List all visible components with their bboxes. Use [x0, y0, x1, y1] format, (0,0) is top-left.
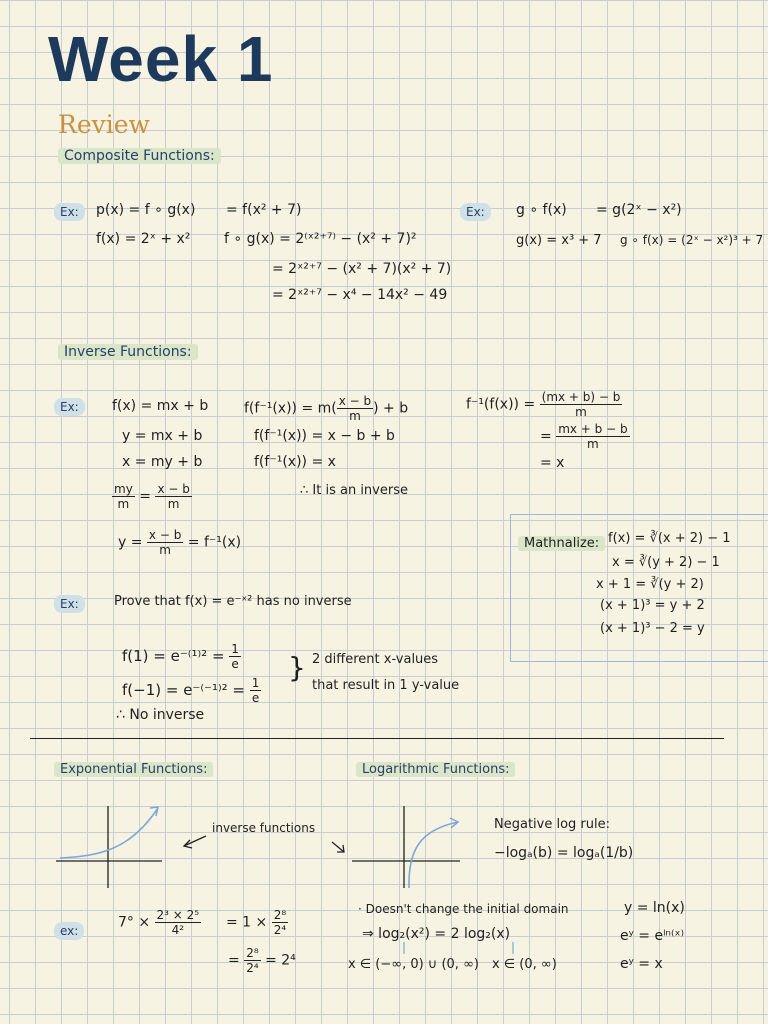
- inverse-c2-b: f(f⁻¹(x)) = x − b + b: [254, 428, 395, 444]
- negative-log-rule-eq: −logₐ(b) = logₐ(1/b): [494, 845, 634, 861]
- fraction-den: 2⁴: [273, 923, 287, 937]
- fraction-num: 1: [251, 676, 260, 690]
- fraction-num: x − b: [338, 394, 372, 408]
- e1-head: 7° ×: [118, 914, 151, 931]
- fraction-num: 2⁸: [246, 946, 259, 960]
- negative-log-rule: Negative log rule:: [494, 817, 610, 832]
- composite-right-1a: g ∘ f(x): [516, 202, 567, 218]
- fraction-den: 2⁴: [246, 961, 259, 975]
- ln-line-1: y = ln(x): [624, 900, 685, 916]
- inverse-c1-0: f(x) = mx + b: [112, 398, 209, 414]
- c3a-head: f⁻¹(f(x)) =: [466, 396, 536, 413]
- fraction-den: m: [575, 405, 587, 419]
- inverse-divide-step: $\frac{my}{m}$ = $\frac{x - b}{m}$: [114, 482, 190, 511]
- c2a-head: f(f⁻¹(x)) = m(: [244, 400, 337, 417]
- fraction-num: (mx + b) − b: [541, 390, 621, 404]
- inverse-conclusion: ∴ It is an inverse: [300, 483, 408, 498]
- inverse-heading-text: Inverse Functions:: [58, 344, 198, 360]
- brace-note-a: 2 different x-values: [312, 652, 439, 667]
- p1-head: f(1) = e⁻⁽¹⁾² =: [122, 647, 225, 665]
- mathnalize-step-1: f(x) = ∛(x + 2) − 1: [608, 531, 731, 546]
- composite-heading-text: Composite Functions:: [58, 148, 221, 164]
- no-inverse-conclusion: ∴ No inverse: [116, 707, 205, 723]
- log-power-rule: ⇒ log₂(x²) = 2 log₂(x): [362, 926, 511, 942]
- fraction-den: m: [587, 437, 599, 451]
- exp-curve: [60, 808, 158, 858]
- mathnalize-step-3: x + 1 = ∛(y + 2): [596, 577, 704, 592]
- fraction-den: e: [251, 691, 260, 705]
- log-heading-text: Logarithmic Functions:: [356, 762, 515, 777]
- composite-line-2b: f ∘ g(x) = 2⁽ˣ²⁺⁷⁾ − (x² + 7)²: [224, 231, 417, 247]
- fraction: [155, 908, 202, 937]
- inverse-functions-note: inverse functions: [212, 821, 316, 835]
- domain-1: x ∈ (−∞, 0) ∪ (0, ∞): [348, 957, 479, 972]
- inverse-result-rhs: = f⁻¹(x): [187, 534, 242, 551]
- fraction-num: x − b: [148, 528, 182, 542]
- prove-statement: Prove that f(x) = e⁻ˣ² has no inverse: [114, 594, 352, 609]
- composite-right-2b: g ∘ f(x) = (2ˣ − x²)³ + 7: [620, 233, 764, 247]
- fraction-num: 2⁸: [273, 908, 287, 922]
- fraction: [244, 946, 260, 975]
- e2-head: =: [228, 952, 240, 969]
- review-heading: Review: [58, 110, 150, 139]
- fraction-num: my: [114, 482, 133, 496]
- fraction-num: 1: [231, 642, 239, 656]
- fraction-num: x − b: [157, 482, 190, 496]
- inverse-c1-2: x = my + b: [122, 454, 203, 470]
- fraction-den: e: [231, 657, 239, 671]
- exp-example-label: ex:: [54, 922, 84, 940]
- domain-note: · Doesn't change the initial domain: [358, 902, 569, 916]
- arrow-to-log: [332, 842, 344, 852]
- mathnalize-step-2: x = ∛(y + 2) − 1: [612, 555, 720, 570]
- inverse-c2-c: f(f⁻¹(x)) = x: [254, 454, 336, 470]
- ln-line-2: eʸ = eˡⁿ⁽ˣ⁾: [620, 928, 685, 944]
- mathnalize-step-5: (x + 1)³ − 2 = y: [600, 621, 705, 636]
- brace-icon: }: [288, 651, 306, 684]
- fraction-num: mx + b − b: [558, 422, 628, 436]
- fraction-den: m: [167, 497, 180, 511]
- example-label-2: Ex:: [460, 203, 491, 221]
- inverse-c3-c: = x: [540, 455, 565, 471]
- mathnalize-label: Mathnalize:: [518, 536, 605, 551]
- composite-right-2a: g(x) = x³ + 7: [516, 233, 602, 248]
- inverse-result-lhs: y =: [118, 534, 143, 551]
- exp-heading-text: Exponential Functions:: [54, 762, 213, 777]
- composite-line-3: = 2ˣ²⁺⁷ − (x² + 7)(x² + 7): [272, 261, 452, 277]
- inverse-example-label: Ex:: [54, 398, 85, 416]
- fraction-den: m: [159, 543, 171, 557]
- arrow-to-exp: [184, 836, 206, 846]
- prove-example-label: Ex:: [54, 595, 85, 613]
- domain-2: x ∈ (0, ∞): [492, 957, 557, 972]
- example-label: Ex:: [54, 203, 85, 221]
- ln-line-3: eʸ = x: [620, 956, 663, 972]
- mathnalize-step-4: (x + 1)³ = y + 2: [600, 598, 705, 613]
- fraction: [272, 908, 288, 937]
- e2-tail: = 2⁴: [265, 952, 296, 969]
- exp-example-1b: [226, 908, 288, 937]
- log-curve: [409, 822, 458, 888]
- fraction-num: 2³ × 2⁵: [156, 908, 200, 922]
- p2-head: f(−1) = e⁻⁽⁻¹⁾² =: [122, 681, 245, 699]
- composite-line-1b: = f(x² + 7): [226, 202, 302, 218]
- composite-line-4: = 2ˣ²⁺⁷ − x⁴ − 14x² − 49: [272, 287, 448, 303]
- exp-example-1: [118, 908, 201, 937]
- composite-line-1a: p(x) = f ∘ g(x): [96, 202, 196, 218]
- c2a-tail: ) + b: [373, 400, 409, 417]
- exp-example-2: [228, 946, 296, 975]
- c3b-head: =: [540, 428, 552, 445]
- brace-note-b: that result in 1 y-value: [312, 678, 460, 693]
- inverse-c1-1: y = mx + b: [122, 428, 203, 444]
- fraction-den: m: [117, 497, 130, 511]
- page-title: Week 1: [48, 23, 274, 95]
- fraction-den: m: [349, 409, 361, 423]
- e1b-head: = 1 ×: [226, 914, 268, 931]
- fraction-den: 4²: [171, 923, 185, 937]
- composite-line-2a: f(x) = 2ˣ + x²: [96, 231, 191, 247]
- composite-right-1b: = g(2ˣ − x²): [596, 202, 682, 218]
